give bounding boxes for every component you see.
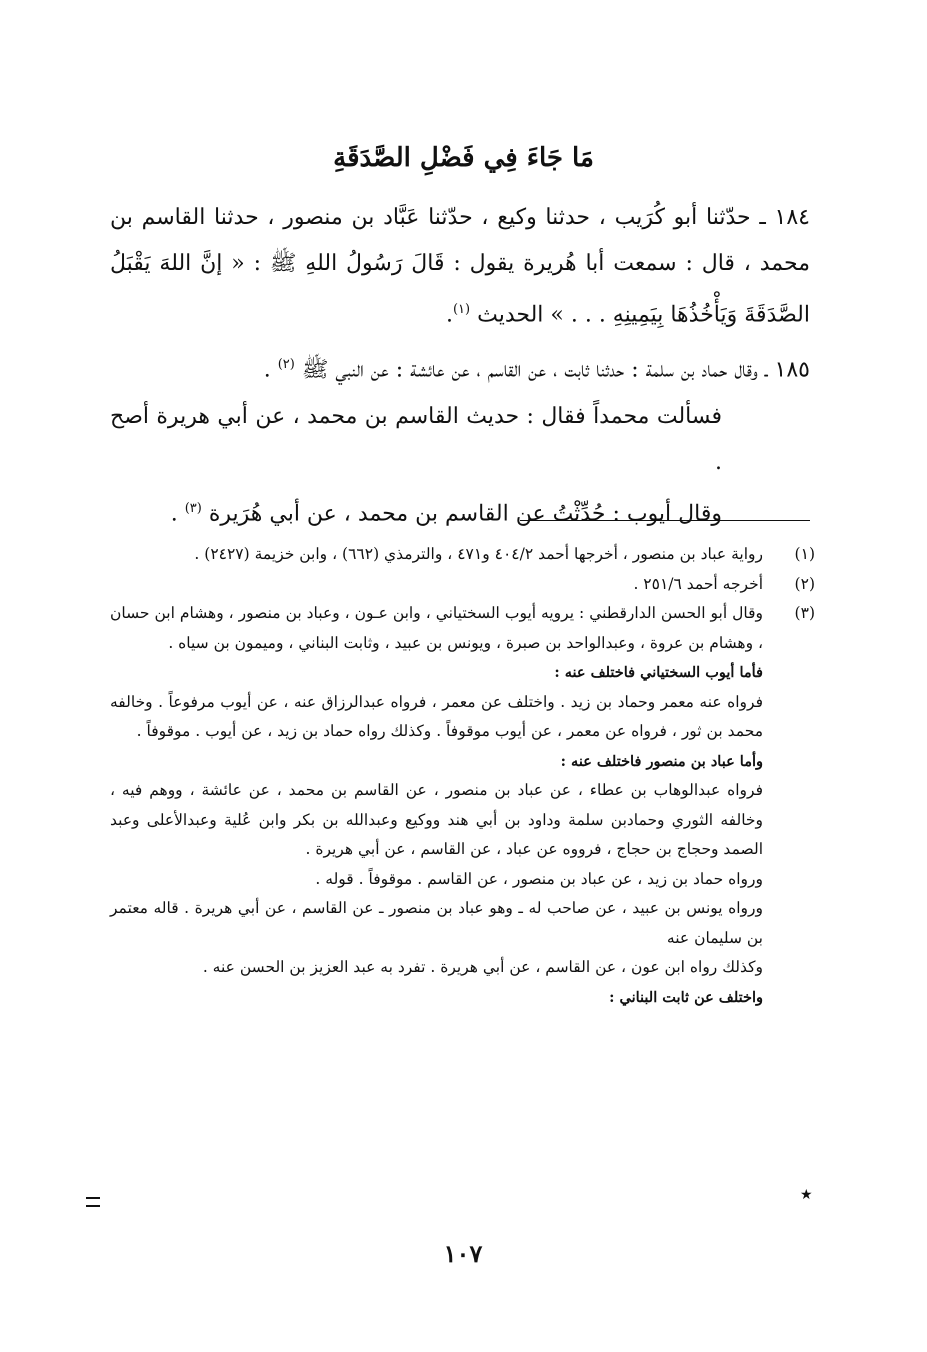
continuation-star-icon: ★ [800, 1187, 813, 1203]
hadith-184: ١٨٤ ـ حدّثنا أبو كُرَيب ، حدثنا وكيع ، حدّثنا عَبَّاد بن منصور ، حدثنا القاسم بن محمد ، قال : سمعت أبا هُريرة يقول : قَالَ رَسُولُ اللهِ ﷺ : « إنَّ اللهَ يَقْبَلُ الصَّدَقَةَ وَيَأْخُذُهَا بِيَمِينِهِ . . . » الحديث $^{(١)}$. [110, 205, 810, 328]
main-text [110, 195, 810, 537]
hadith-185: ١٨٥ ـ وقال حماد بن سلمة : حدثنا ثابت ، عن القاسم ، عن عائشة : عن النبي ﷺ $^{(٢)}$ . [263, 357, 810, 383]
ayyub-line: وقال أيوب : حُدِّثْتُ عن القاسم بن محمد ، عن أبي هُرَيرة $^{(٣)}$ . [170, 500, 722, 526]
footnotes [110, 540, 815, 1012]
footnote-subheading: فأما أيوب السختياني فاختلف عنه : [554, 664, 763, 681]
footnote-line: فرواه عبدالوهاب بن عطاء ، عن عباد بن منصور ، عن القاسم بن محمد ، عن عائشة ، ووهم فيه ، وخالفه الثوري وحمادبن سلمة وداود بن أبي هند ووكيع وعبدالله بن بكر وابن عُلية وعبدالأعلى وعبد الصمد وحجاج بن حجاج ، فرووه عن عباد ، عن القاسم ، عن أبي هريرة . [110, 781, 763, 858]
footnote-divider [520, 520, 810, 521]
footnote-line: رواية عباد بن منصور ، أخرجها أحمد ٤٠٤/٢ و٤٧١ ، والترمذي (٦٦٢) ، وابن خزيمة (٢٤٢٧) . [194, 545, 763, 563]
footnote-subheading: وأما عباد بن منصور فاختلف عنه : [560, 752, 763, 770]
footnote-1 [110, 540, 815, 570]
footnote-line: أخرجه أحمد ٢٥١/٦ . [633, 574, 763, 593]
footnote-body [110, 540, 763, 570]
page-number: ١٠٧ [443, 1239, 483, 1268]
ayyub-line-text: وقال أيوب : حُدِّثْتُ عن القاسم بن محمد ، عن أبي هُرَيرة [208, 500, 722, 526]
footnote-line: وقال أبو الحسن الدارقطني : يرويه أيوب السختياني ، وابن عـون ، وعباد بن منصور ، وهشام ابن حسان ، وهشام بن عروة ، وعبدالواحد بن صبرة ، ويونس بن عبيد ، وثابت البناني ، وميمون بن سياه . [110, 604, 763, 652]
footnote-ref-2: (٢) [277, 357, 295, 373]
footnote-ref-3: (٣) [184, 500, 202, 516]
footnote-number: (١) [794, 545, 815, 563]
footnote-body [110, 570, 763, 600]
footnote-number: (٣) [794, 604, 815, 622]
footnote-ref-1: (١) [452, 302, 471, 317]
footnote-number: (٢) [794, 574, 815, 593]
question-line: فسألت محمداً فقال : حديث القاسم بن محمد ، عن أبي هريرة أصح . [110, 403, 722, 475]
footnote-2 [110, 570, 815, 600]
hadith-184-text: ١٨٤ ـ حدّثنا أبو كُرَيب ، حدثنا وكيع ، حدّثنا عَبَّاد بن منصور ، حدثنا القاسم بن محمد ، قال : سمعت أبا هُريرة يقول : قَالَ رَسُولُ اللهِ ﷺ : « إنَّ اللهَ يَقْبَلُ الصَّدَقَةَ وَيَأْخُذُهَا بِيَمِينِهِ . . . » الحديث [110, 205, 810, 328]
footnote-line: فرواه عنه معمر وحماد بن زيد . واختلف عن معمر ، فرواه عبدالرزاق عنه ، عن أيوب مرفوعاً . وخالفه محمد بن ثور ، فرواه عن معمر ، عن أيوب موقوفاً . وكذلك رواه حماد بن زيد ، عن أيوب . موقوفاً . [110, 692, 763, 740]
footnote-subheading: واختلف عن ثابت البناني : [609, 988, 763, 1006]
page-edge-mark [86, 1197, 100, 1207]
footnote-line: ورواه يونس بن عبيد ، عن صاحب له ـ وهو عباد بن منصور ـ عن القاسم ، عن أبي هريرة . قاله معتمر بن سليمان عنه [110, 899, 763, 947]
footnote-3 [110, 599, 815, 1012]
hadith-185-text: ١٨٥ ـ وقال حماد بن سلمة : حدثنا ثابت ، عن القاسم ، عن عائشة : عن النبي ﷺ [301, 357, 810, 383]
chapter-title: مَا جَاءَ فِي فَضْلِ الصَّدَقَةِ [333, 143, 594, 173]
footnote-line: وكذلك رواه ابن عون ، عن القاسم ، عن أبي هريرة . تفرد به عبد العزيز بن الحسن عنه . [202, 958, 763, 976]
footnote-body [110, 599, 763, 1012]
footnote-line: ورواه حماد بن زيد ، عن عباد بن منصور ، عن القاسم . موقوفاً . قوله . [315, 869, 763, 888]
